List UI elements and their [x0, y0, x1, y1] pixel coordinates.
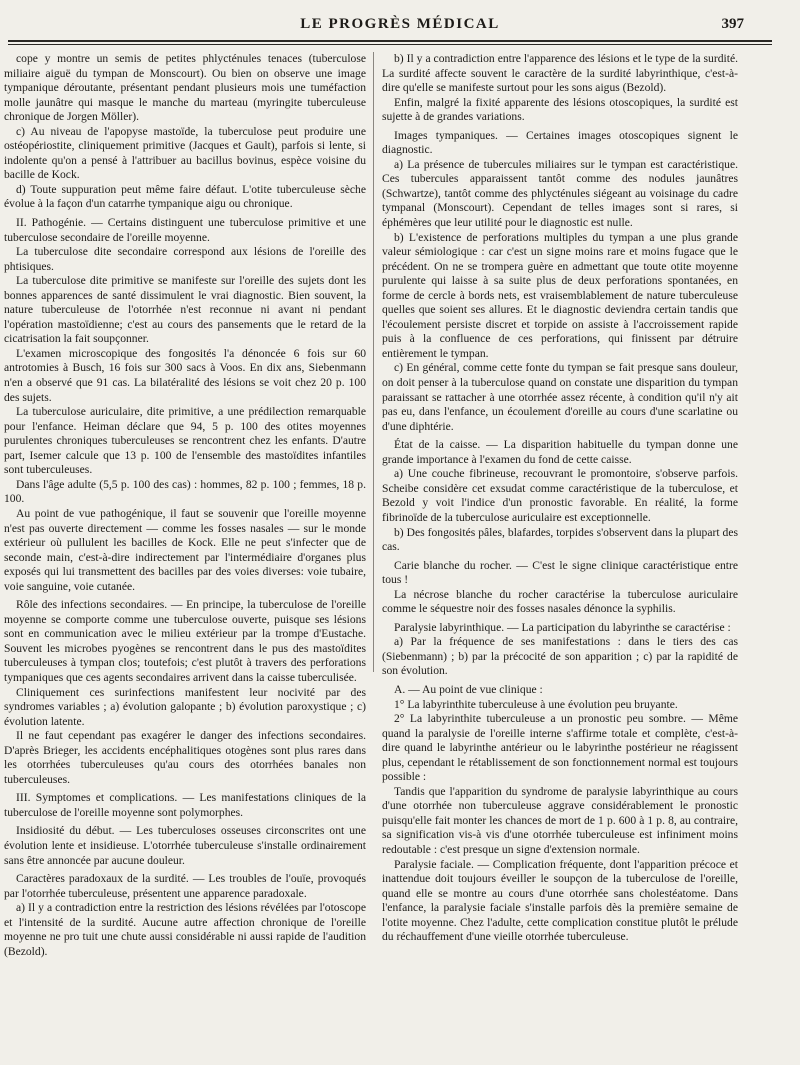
paragraph: La tuberculose auriculaire, dite primitive, a une prédilection remarquable pour l'enfance. Heiman déclare que 94, 5 p. 100 des otites moyennes purulentes chroniques tuberculeuses se rencontrent chez les enfants. D'autre part, Isemer calcule que 13 p. 100 de l'ensemble des mastoïdites infantiles sont tuberculeuses. — [4, 405, 366, 477]
paragraph: Tandis que l'apparition du syndrome de paralysie labyrinthique au cours d'une otorrhée non tuberculeuse aggrave considérablement le pronostic puisqu'elle fait monter les chances de mort de 1 p. 600 à 1 p. 8, au contraire, sa signification vis-à vis d'une otorrhée tuberculeuse est infiniment moins redoutable : c'est presque un signe d'extension normale. — [382, 784, 738, 856]
paragraph: Dans l'âge adulte (5,5 p. 100 des cas) : hommes, 82 p. 100 ; femmes, 18 p. 100. — [4, 477, 366, 506]
paragraph: c) Au niveau de l'apopyse mastoïde, la tuberculose peut produire une ostéopériostite, cliniquement primitive (Jacques et Gault), parfois si lente, si indolente qu'on a pensé à l'attribuer au bacillus bovinus, espèce voisine du bacille de Kock. — [4, 124, 366, 182]
paragraph: b) Il y a contradiction entre l'apparence des lésions et le type de la surdité. La surdité affecte souvent le caractère de la surdité labyrinthique, c'est-à-dire qu'elle se manifeste surtout pour les sons aigus (Bezold). — [382, 52, 738, 95]
column-divider — [373, 52, 374, 672]
paragraph: Insidiosité du début. — Les tuberculoses osseuses circonscrites ont une évolution lente et insidieuse. L'otorrhée tuberculeuse s'installe ordinairement sans être annoncée par aucune douleur. — [4, 824, 366, 867]
paragraph: Images tympaniques. — Certaines images otoscopiques signent le diagnostic. — [382, 128, 738, 157]
paragraph: d) Toute suppuration peut même faire défaut. L'otite tuberculeuse sèche évolue à la façon d'un catarrhe tympanique aigu ou chronique. — [4, 182, 366, 211]
paragraph: Carie blanche du rocher. — C'est le signe clinique caractéristique entre tous ! — [382, 558, 738, 587]
header-rule-thin — [8, 44, 772, 45]
right-column — [382, 52, 738, 1052]
paragraph: A. — Au point de vue clinique : — [394, 682, 543, 696]
paragraph: c) En général, comme cette fonte du tympan se fait presque sans douleur, on doit penser à la tuberculose quand on constate une disparition du tympan paraissant se rattacher à une otorrhée assez récente, à condition qu'il n'y ait pas eu, dans l'enfance, un écoulement d'oreille au cours d'une scarlatine ou d'une diphtérie. — [382, 361, 738, 433]
paragraph: La nécrose blanche du rocher caractérise la tuberculose auriculaire comme le séquestre noir des fosses nasales dénonce la syphilis. — [382, 587, 738, 616]
journal-title: LE PROGRÈS MÉDICAL — [300, 16, 500, 32]
paragraph: II. Pathogénie. — Certains distinguent une tuberculose primitive et une tuberculose secondaire de l'oreille moyenne. — [4, 216, 366, 244]
paragraph: a) Par la fréquence de ses manifestations : dans le tiers des cas (Siebenmann) ; b) par la précocité de son apparition ; c) par la rapidité de son évolution. — [382, 635, 738, 678]
paragraph: b) L'existence de perforations multiples du tympan a une plus grande valeur sémiologique : car c'est un signe moins rare et moins fugace que le précédent. On ne se trompera guère en admettant que toute otite moyenne purulente qui laisse à sa suite plus de deux perforations spontanées, en forme de cercle à bords nets, est vraisemblablement de nature tuberculeuse quelles que soient ses allures. Et le diagnostic deviendra certain tandis que l'écoulement persiste discret et torpide on assiste à l'accroissement rapide puis à la confluence de ces perforations, qui finissent par détruire entièrement le tympan. — [382, 230, 738, 360]
header-rule — [8, 40, 772, 42]
paragraph: La tuberculose dite secondaire correspond aux lésions de l'oreille des phtisiques. — [4, 245, 366, 273]
paragraph: Paralysie labyrinthique. — La participation du labyrinthe se caractérise : — [394, 620, 731, 634]
paragraph: 1° La labyrinthite tuberculeuse à une évolution peu bruyante. — [394, 697, 678, 711]
page-number: 397 — [721, 16, 744, 32]
paragraph: État de la caisse. — La disparition habituelle du tympan donne une grande importance à l'examen du fond de cette caisse. — [382, 438, 738, 466]
paragraph: La tuberculose dite primitive se manifeste sur l'oreille des sujets dont les bonnes apparences de santé dissimulent le vrai diagnostic. Bien souvent, la nature tuberculeuse de l'otorrhée n'est reconnue ni avant ni pendant l'opération mastoïdienne; c'est au cours des pansements que le retard de la cicatrisation la fait soupçonner. — [4, 274, 366, 346]
paragraph: cope y montre un semis de petites phlycténules tenaces (tuberculose miliaire aiguë du tympan de Monscourt). Ou bien on observe une image tympanique déroutante, présentant pendant plusieurs mois une tuméfaction molle jaunâtre qui masque le manche du marteau (myringite tuberculeuse chronique de Jorgen Möller). — [4, 52, 366, 124]
paragraph: 2° La labyrinthite tuberculeuse a un pronostic peu sombre. — Même quand la paralysie de l'oreille interne s'affirme totale et complète, c'est-à-dire quand le labyrinthe antérieur ou le labyrinthe postérieur ne réagissent plus, cependant le rétablissement de son fonctionnement normal est toujours possible : — [382, 712, 738, 784]
paragraph: Enfin, malgré la fixité apparente des lésions otoscopiques, la surdité est sujette à de grandes variations. — [382, 95, 738, 124]
paragraph: Il ne faut cependant pas exagérer le danger des infections secondaires. D'après Brieger, les accidents encéphalitiques otogènes sont plus rares dans les otorrhées tuberculeuses qu'au cours des otorrhées banales non tuberculeuses. — [4, 729, 366, 786]
paragraph: Rôle des infections secondaires. — En principe, la tuberculose de l'oreille moyenne se comporte comme une tuberculose ouverte, puisque ses lésions sont en communication avec le milieu extérieur par la trompe d'Eustache. Souvent les microbes pyogènes se rencontrent dans le pus des mastoïdites tuberculeuses à tympan clos; toutefois; c'est plutôt à travers des perforations tympaniques que ces agents secondaires arrivent dans la caisse tuberculisée. — [4, 598, 366, 684]
paragraph: Au point de vue pathogénique, il faut se souvenir que l'oreille moyenne n'est pas ouverte directement — comme les fosses nasales — sur le monde extérieur où pullulent les bacilles de Kock. Elle ne peut s'infecter que de seconde main, c'est-à-dire indirectement par l'intermédiaire d'organes plus exposés qui lui transmettent des bacilles par des voies diverses: voie tubaire, voie sanguine, voie cutanée. — [4, 506, 366, 593]
running-header — [0, 14, 800, 40]
paragraph: Paralysie faciale. — Complication fréquente, dont l'apparition précoce et inattendue doit toujours éveiller le soupçon de la tuberculose de l'oreille, quand elle se montre au cours d'une otorrhée sans cholestéatome. Dans l'enfance, la paralysie faciale s'installe parfois dès la première semaine de l'otite moyenne. Chez l'adulte, cette complication constitue plutôt le prélude du réchauffement d'une vieille otorrhée tuberculeuse. — [382, 857, 738, 944]
paragraph: a) Il y a contradiction entre la restriction des lésions révélées par l'otoscope et l'intensité de la surdité. Aucune autre affection chronique de l'oreille moyenne ne pro tuit une chute aussi considérable ni aussi rapide de l'audition (Bezold). — [4, 901, 366, 958]
paragraph: a) Une couche fibrineuse, recouvrant le promontoire, s'observe parfois. Scheibe considère cet exsudat comme caractéristique de la tuberculose, et Bezold y voit l'indice d'un pronostic favorable. En réalité, la forme fibrinoïde de la tuberculose auriculaire est exceptionnelle. — [382, 467, 738, 524]
paragraph: Caractères paradoxaux de la surdité. — Les troubles de l'ouïe, provoqués par l'otorrhée tuberculeuse, présentent une apparence paradoxale. — [4, 872, 366, 900]
paragraph: Cliniquement ces surinfections manifestent leur nocivité par des syndromes variables ; a) évolution galopante ; b) évolution paroxystique ; c) évolution latente. — [4, 685, 366, 728]
paragraph: b) Des fongosités pâles, blafardes, torpides s'observent dans la plupart des cas. — [382, 525, 738, 554]
paragraph: L'examen microscopique des fongosités l'a dénoncée 6 fois sur 60 antrotomies à Busch, 16 fois sur 300 sacs à Voos. En dix ans, Siebenmann n'en a observé que 91 cas. La bilatéralité des lésions se voit chez 20 p. 100 des sujets. — [4, 346, 366, 404]
left-column — [4, 52, 366, 1052]
paragraph: a) La présence de tubercules miliaires sur le tympan est caractéristique. Ces tubercules apparaissent tantôt comme des nodules jaunâtres (Schwartze), tantôt comme des phlycténules siégeant au voisinage du cadre tympanal (Monscourt). Cependant de telles images sont si rares, si éphémères que leur utilité pour le diagnostic est nulle. — [382, 157, 738, 230]
paragraph: III. Symptomes et complications. — Les manifestations cliniques de la tuberculose de l'oreille moyenne sont polymorphes. — [4, 791, 366, 819]
